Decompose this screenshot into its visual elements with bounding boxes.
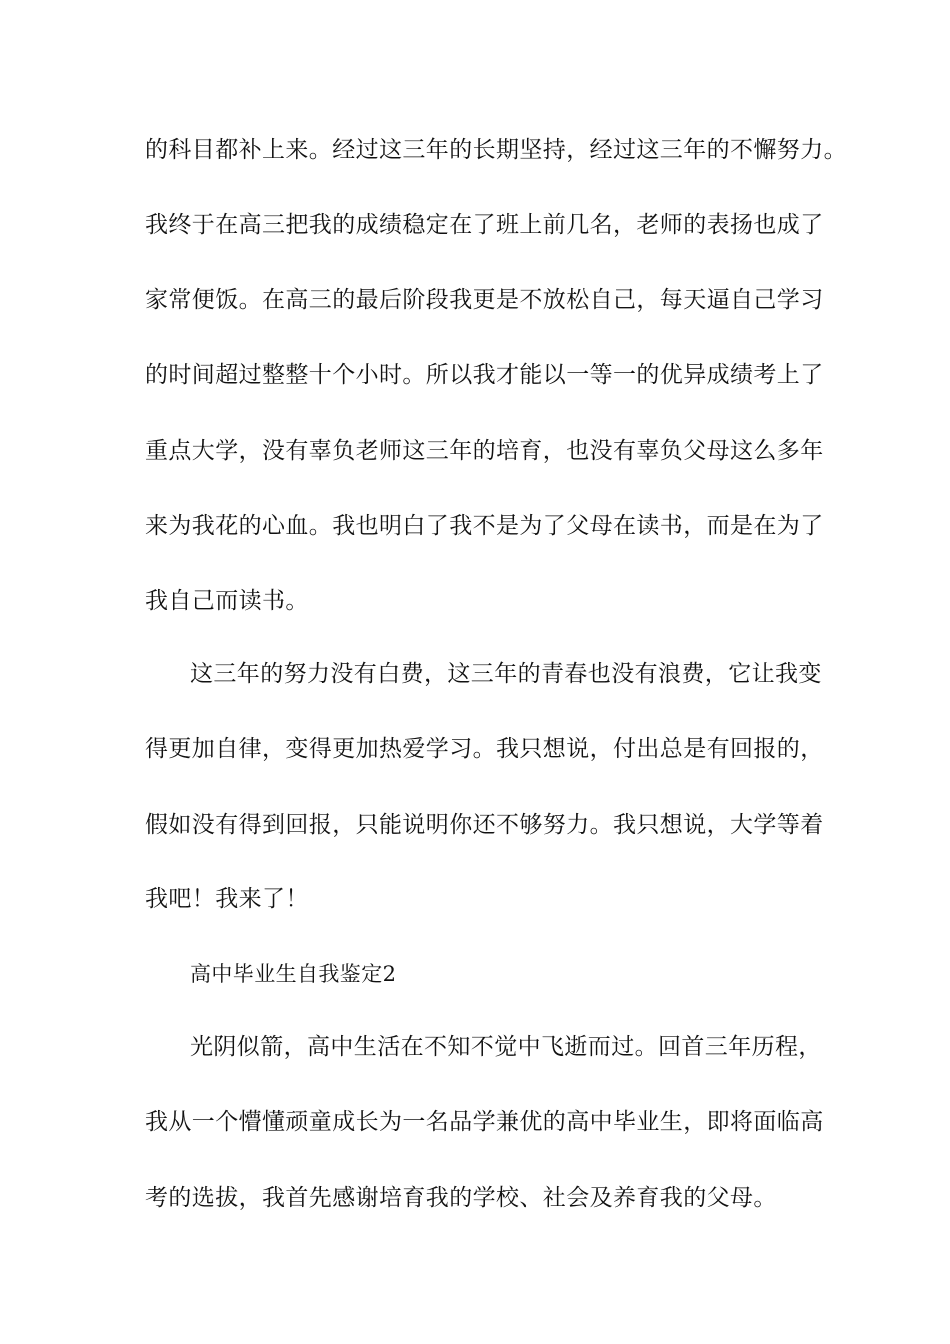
text-line: 我吧！我来了！ <box>145 886 309 912</box>
text-line: 的科目都补上来。经过这三年的长期坚持，经过这三年的不懈努力。 <box>145 137 847 163</box>
text-line: 得更加自律，变得更加热爱学习。我只想说，付出总是有回报的， <box>145 736 824 762</box>
text-line: 的时间超过整整十个小时。所以我才能以一等一的优异成绩考上了 <box>145 362 824 388</box>
text-line: 来为我花的心血。我也明白了我不是为了父母在读书，而是在为了 <box>145 513 824 539</box>
paragraph-first-line: 这三年的努力没有白费，这三年的青春也没有浪费，它让我变 <box>190 661 822 687</box>
text-line: 假如没有得到回报，只能说明你还不够努力。我只想说，大学等着 <box>145 812 824 838</box>
text-line: 我自己而读书。 <box>145 588 309 614</box>
text-line: 家常便饭。在高三的最后阶段我更是不放松自己，每天逼自己学习 <box>145 287 824 313</box>
text-line: 考的选拔，我首先感谢培育我的学校、社会及养育我的父母。 <box>145 1185 777 1211</box>
text-line: 我从一个懵懂顽童成长为一名品学兼优的高中毕业生，即将面临高 <box>145 1109 824 1135</box>
text-line: 重点大学，没有辜负老师这三年的培育，也没有辜负父母这么多年 <box>145 438 824 464</box>
section-heading: 高中毕业生自我鉴定2 <box>190 962 397 986</box>
paragraph-first-line: 光阴似箭，高中生活在不知不觉中飞逝而过。回首三年历程， <box>190 1034 822 1060</box>
text-line: 我终于在高三把我的成绩稳定在了班上前几名，老师的表扬也成了 <box>145 212 824 238</box>
